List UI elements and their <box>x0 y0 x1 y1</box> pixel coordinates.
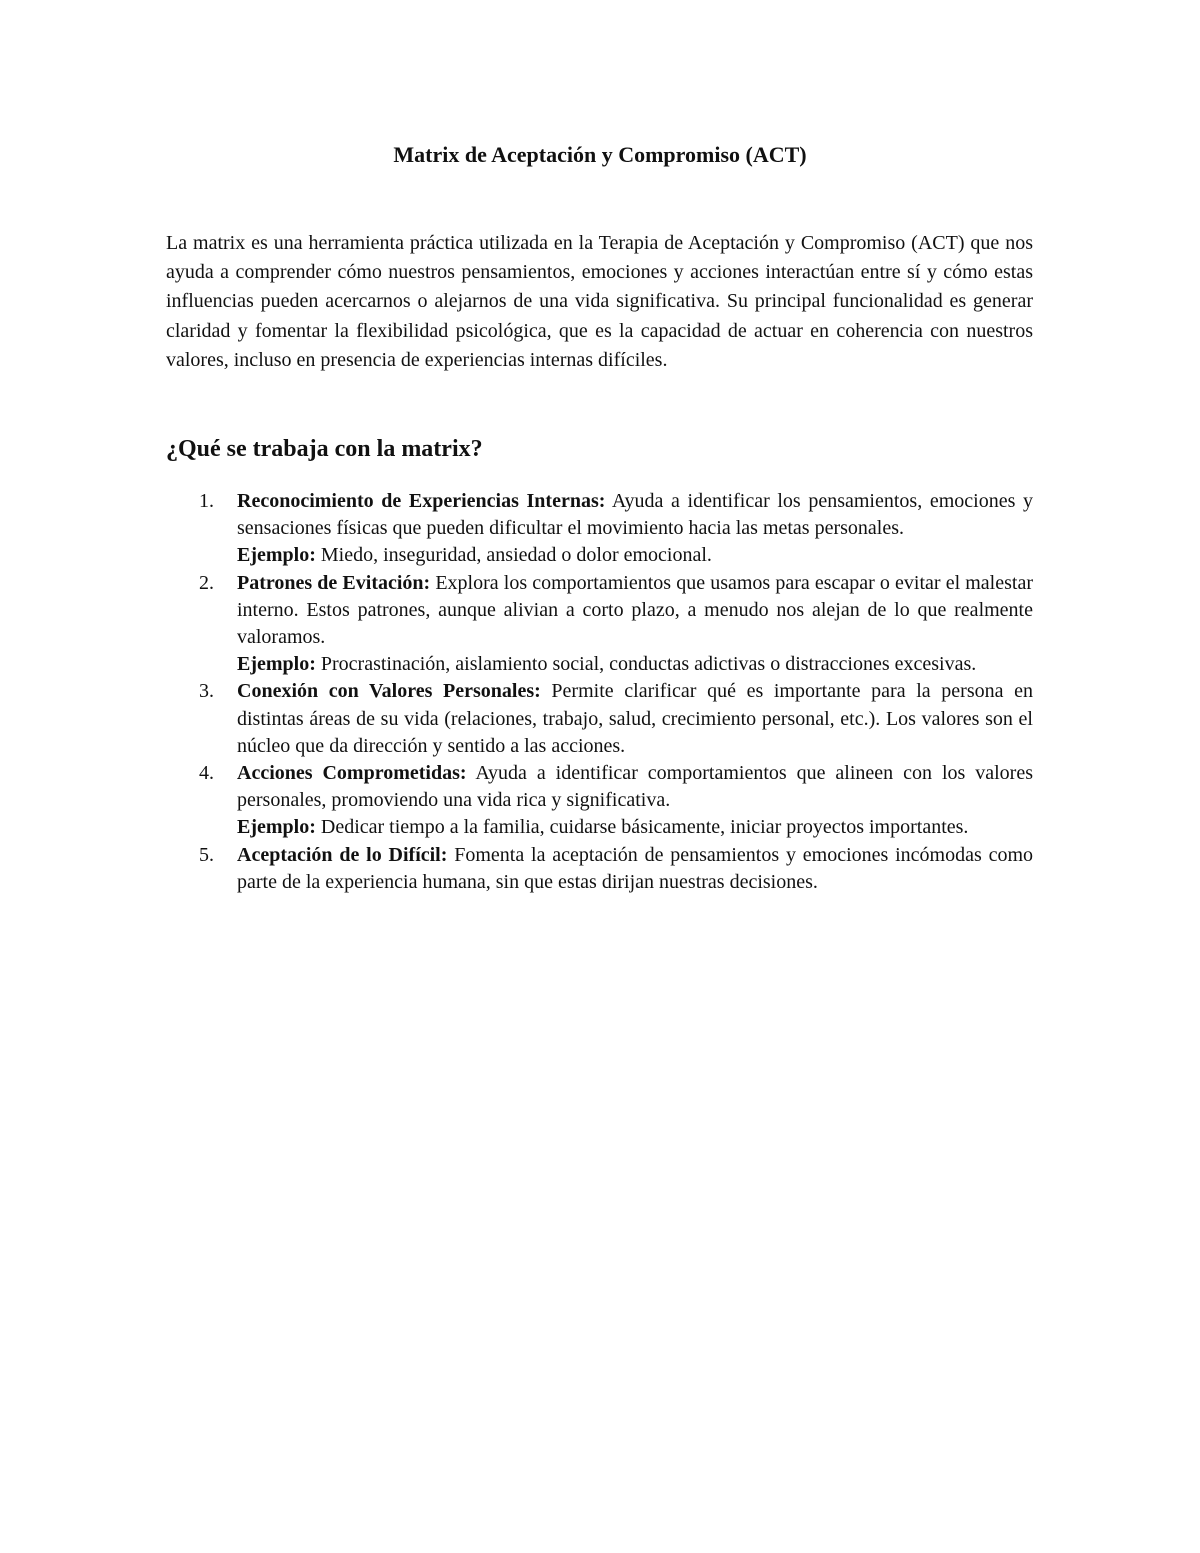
list-item-example <box>237 542 1033 569</box>
list-item-acciones-comprometidas <box>199 760 1033 842</box>
list-item-number: 2. <box>199 571 214 594</box>
list-item-term: Conexión con Valores Personales: <box>237 680 541 703</box>
list-item-aceptacion-dificil <box>199 842 1033 896</box>
list-item-number: 1. <box>199 490 214 512</box>
section-heading: ¿Qué se trabaja con la matrix? <box>166 436 483 462</box>
example-label: Ejemplo: <box>237 816 316 839</box>
list-item-description <box>237 570 1033 652</box>
list-item-valores-personales <box>199 678 1034 760</box>
list-item-description <box>237 842 1033 896</box>
example-text: Miedo, inseguridad, ansiedad o dolor emocional. <box>315 544 712 567</box>
list-item-number: 3. <box>199 680 214 703</box>
list-item-number: 5. <box>199 843 214 866</box>
list-item-description <box>237 678 1033 760</box>
list-item-term: Aceptación de lo Difícil: <box>237 843 448 866</box>
example-text: Procrastinación, aislamiento social, conductas adictivas o distracciones excesivas. <box>315 653 977 676</box>
list-item-text: Ayuda a identificar comportamientos que alineen con los valores personales, promoviendo una vida rica y significativa. <box>237 762 1033 812</box>
list-item-term: Patrones de Evitación: <box>237 571 431 594</box>
numbered-list <box>199 488 1034 896</box>
list-item-text: Permite clarificar qué es importante para la persona en distintas áreas de su vida (relaciones, trabajo, salud, crecimiento personal, etc.). Los valores son el núcleo que da dirección y sentido a las acciones. <box>237 680 1034 757</box>
list-item-term: Reconocimiento de Experiencias Internas: <box>237 490 606 512</box>
list-item-number: 4. <box>199 762 214 785</box>
list-item-patrones-evitacion <box>199 570 1033 679</box>
list-item-text: Ayuda a identificar los pensamientos, emociones y sensaciones físicas que pueden dificultar el movimiento hacia las metas personales. <box>237 490 1033 540</box>
example-label: Ejemplo: <box>237 544 316 567</box>
list-item-description <box>237 760 1033 814</box>
list-item-experiencias-internas <box>199 488 1033 570</box>
list-item-text: Explora los comportamientos que usamos para escapar o evitar el malestar interno. Estos patrones, aunque alivian a corto plazo, a menudo nos alejan de lo que realmente valoramos. <box>237 571 1033 649</box>
intro-paragraph: La matrix es una herramienta práctica utilizada en la Terapia de Aceptación y Compromiso (ACT) que nos ayuda a comprender cómo nuestros pensamientos, emociones y acciones interactúan entre sí y cómo estas influencias pueden acercarnos o alejarnos de una vida significativa. Su principal funcionalidad es generar claridad y fomentar la flexibilidad psicológica, que es la capacidad de actuar en coherencia con nuestros valores, incluso en presencia de experiencias internas difíciles. <box>166 232 1033 371</box>
list-item-description <box>237 488 1033 542</box>
list-item-term: Acciones Comprometidas: <box>237 762 467 785</box>
list-item-example <box>237 814 1033 841</box>
document-title: Matrix de Aceptación y Compromiso (ACT) <box>393 142 807 167</box>
example-label: Ejemplo: <box>237 653 316 676</box>
example-text: Dedicar tiempo a la familia, cuidarse básicamente, iniciar proyectos importantes. <box>315 816 969 839</box>
list-item-example <box>237 651 1033 678</box>
list-item-text: Fomenta la aceptación de pensamientos y emociones incómodas como parte de la experiencia humana, sin que estas dirijan nuestras decisiones. <box>237 843 1033 893</box>
